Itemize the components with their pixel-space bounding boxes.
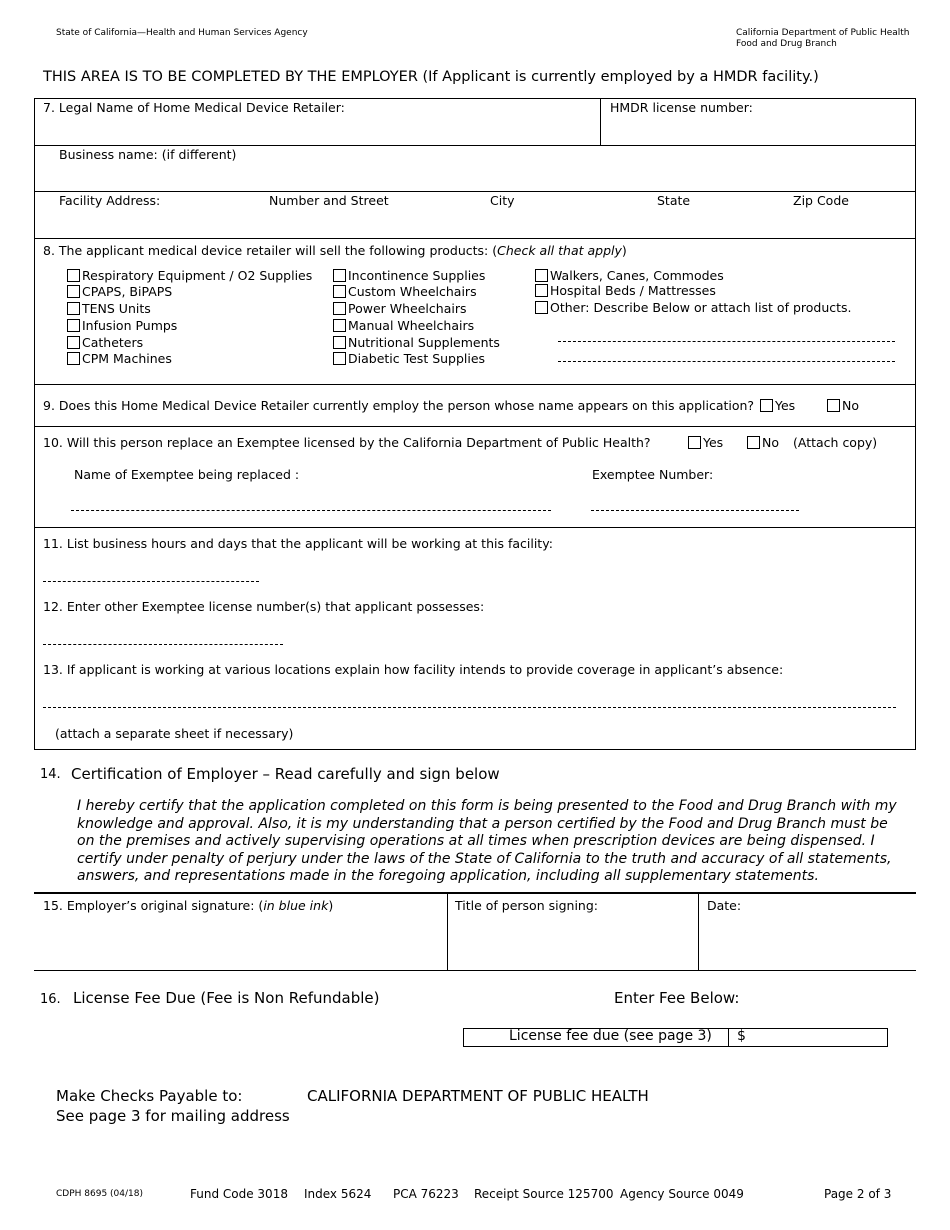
payable-label: Make Checks Payable to: <box>56 1087 243 1105</box>
products-question: 8. The applicant medical device retailer will sell the following products: (Check all that apply) <box>43 243 627 258</box>
business-hours-line[interactable] <box>43 581 259 582</box>
signature-label: 15. Employer’s original signature: (in blue ink) <box>43 898 334 913</box>
checkbox-icon[interactable] <box>827 399 840 412</box>
currency-symbol: $ <box>737 1028 746 1044</box>
business-name-field[interactable] <box>40 164 910 188</box>
checkbox-icon[interactable] <box>67 269 80 282</box>
checkbox-icon[interactable] <box>535 284 548 297</box>
product-custom-wheelchairs[interactable]: Custom Wheelchairs <box>333 284 477 299</box>
form-id: CDPH 8695 (04/18) <box>56 1189 143 1199</box>
attach-sheet-note: (attach a separate sheet if necessary) <box>55 726 294 741</box>
date-field[interactable] <box>703 918 911 966</box>
coverage-question: 13. If applicant is working at various locations explain how facility intends to provide coverage in applicant’s absence: <box>43 662 784 677</box>
fee-title: License Fee Due (Fee is Non Refundable) <box>73 989 380 1007</box>
facility-address-field[interactable] <box>40 210 910 234</box>
employ-yes-option[interactable]: Yes <box>760 398 795 413</box>
product-manual-wheelchairs[interactable]: Manual Wheelchairs <box>333 318 474 333</box>
checkbox-icon[interactable] <box>67 352 80 365</box>
attach-copy-note: (Attach copy) <box>793 435 878 450</box>
index-code: Index 5624 <box>304 1187 372 1201</box>
checkbox-icon[interactable] <box>535 269 548 282</box>
checkbox-icon[interactable] <box>333 302 346 315</box>
product-other[interactable]: Other: Describe Below or attach list of products. <box>535 300 852 315</box>
product-walkers[interactable]: Walkers, Canes, Commodes <box>535 268 724 283</box>
employ-no-option[interactable]: No <box>827 398 859 413</box>
legal-name-field[interactable] <box>40 118 595 142</box>
coverage-line[interactable] <box>43 707 896 708</box>
replace-yes-option[interactable]: Yes <box>688 435 723 450</box>
exemptee-number-line[interactable] <box>591 510 799 511</box>
product-hospital-beds[interactable]: Hospital Beds / Mattresses <box>535 283 716 298</box>
legal-name-label: 7. Legal Name of Home Medical Device Retailer: <box>43 100 345 115</box>
mailing-address-note: See page 3 for mailing address <box>56 1107 290 1125</box>
enter-fee-label: Enter Fee Below: <box>614 989 740 1007</box>
certification-text: I hereby certify that the application completed on this form is being presented to the Food and Drug Branch with my knowledge and approval. Also, it is my understanding that a person certified by the Food and Drug Branch must be on the premises and actively supervising operations at all times when prescription devices are being dispensed. I certify under penalty of perjury under the laws of the State of California to the truth and accuracy of all statements, answers, and representations made in the foregoing application, including all supplementary statements. <box>77 798 897 884</box>
product-catheters[interactable]: Catheters <box>67 335 143 350</box>
checkbox-icon[interactable] <box>333 285 346 298</box>
fee-label: License fee due (see page 3) <box>509 1028 712 1044</box>
product-cpm-machines[interactable]: CPM Machines <box>67 351 172 366</box>
business-name-label: Business name: (if different) <box>59 147 237 162</box>
signer-title-label: Title of person signing: <box>455 898 598 913</box>
date-label: Date: <box>707 898 742 913</box>
checkbox-icon[interactable] <box>67 285 80 298</box>
section-title: THIS AREA IS TO BE COMPLETED BY THE EMPLOYER (If Applicant is currently employed by a HMDR facility.) <box>43 69 819 85</box>
hmdr-license-field[interactable] <box>606 118 911 142</box>
fee-amount-input[interactable] <box>750 1029 885 1046</box>
other-license-question: 12. Enter other Exemptee license number(s) that applicant possesses: <box>43 599 485 614</box>
checkbox-icon[interactable] <box>333 269 346 282</box>
checkbox-icon[interactable] <box>333 352 346 365</box>
employer-form-box <box>34 98 916 750</box>
street-label: Number and Street <box>269 193 389 208</box>
state-label: State <box>657 193 691 208</box>
zip-code-label: Zip Code <box>793 193 849 208</box>
other-products-line-1[interactable] <box>558 341 895 342</box>
certification-title: Certification of Employer – Read carefully and sign below <box>71 765 500 783</box>
business-hours-question: 11. List business hours and days that the applicant will be working at this facility: <box>43 536 553 551</box>
checkbox-icon[interactable] <box>535 301 548 314</box>
product-infusion-pumps[interactable]: Infusion Pumps <box>67 318 177 333</box>
checkbox-icon[interactable] <box>747 436 760 449</box>
hmdr-license-label: HMDR license number: <box>610 100 753 115</box>
replace-question: 10. Will this person replace an Exemptee licensed by the California Department of Public Health? <box>43 435 651 450</box>
payee-name: CALIFORNIA DEPARTMENT OF PUBLIC HEALTH <box>307 1087 649 1105</box>
agency-source: Agency Source 0049 <box>620 1187 744 1201</box>
other-license-line[interactable] <box>43 644 283 645</box>
replace-no-option[interactable]: No <box>747 435 779 450</box>
certification-number: 14. <box>40 767 61 782</box>
product-nutritional[interactable]: Nutritional Supplements <box>333 335 500 350</box>
pca-code: PCA 76223 <box>393 1187 459 1201</box>
agency-name: State of California—Health and Human Services Agency <box>56 28 308 38</box>
employ-question: 9. Does this Home Medical Device Retailer currently employ the person whose name appears on this application? <box>43 398 755 413</box>
signature-field[interactable] <box>40 918 442 966</box>
product-tens[interactable]: TENS Units <box>67 301 151 316</box>
department-name: California Department of Public Health <box>736 28 910 38</box>
product-incontinence[interactable]: Incontinence Supplies <box>333 268 485 283</box>
facility-address-label: Facility Address: <box>59 193 161 208</box>
checkbox-icon[interactable] <box>67 302 80 315</box>
product-diabetic-test[interactable]: Diabetic Test Supplies <box>333 351 485 366</box>
other-products-line-2[interactable] <box>558 361 895 362</box>
checkbox-icon[interactable] <box>760 399 773 412</box>
receipt-source: Receipt Source 125700 <box>474 1187 614 1201</box>
exemptee-name-label: Name of Exemptee being replaced : <box>74 467 300 482</box>
exemptee-name-line[interactable] <box>71 510 551 511</box>
product-cpaps[interactable]: CPAPS, BiPAPS <box>67 284 172 299</box>
product-respiratory[interactable]: Respiratory Equipment / O2 Supplies <box>67 268 312 283</box>
signer-title-field[interactable] <box>452 918 694 966</box>
exemptee-number-label: Exemptee Number: <box>592 467 714 482</box>
checkbox-icon[interactable] <box>333 336 346 349</box>
page-number: Page 2 of 3 <box>824 1187 892 1201</box>
fund-code: Fund Code 3018 <box>190 1187 288 1201</box>
fee-number: 16. <box>40 992 61 1007</box>
branch-name: Food and Drug Branch <box>736 39 837 49</box>
checkbox-icon[interactable] <box>67 336 80 349</box>
city-label: City <box>490 193 515 208</box>
checkbox-icon[interactable] <box>333 319 346 332</box>
product-power-wheelchairs[interactable]: Power Wheelchairs <box>333 301 466 316</box>
checkbox-icon[interactable] <box>67 319 80 332</box>
checkbox-icon[interactable] <box>688 436 701 449</box>
